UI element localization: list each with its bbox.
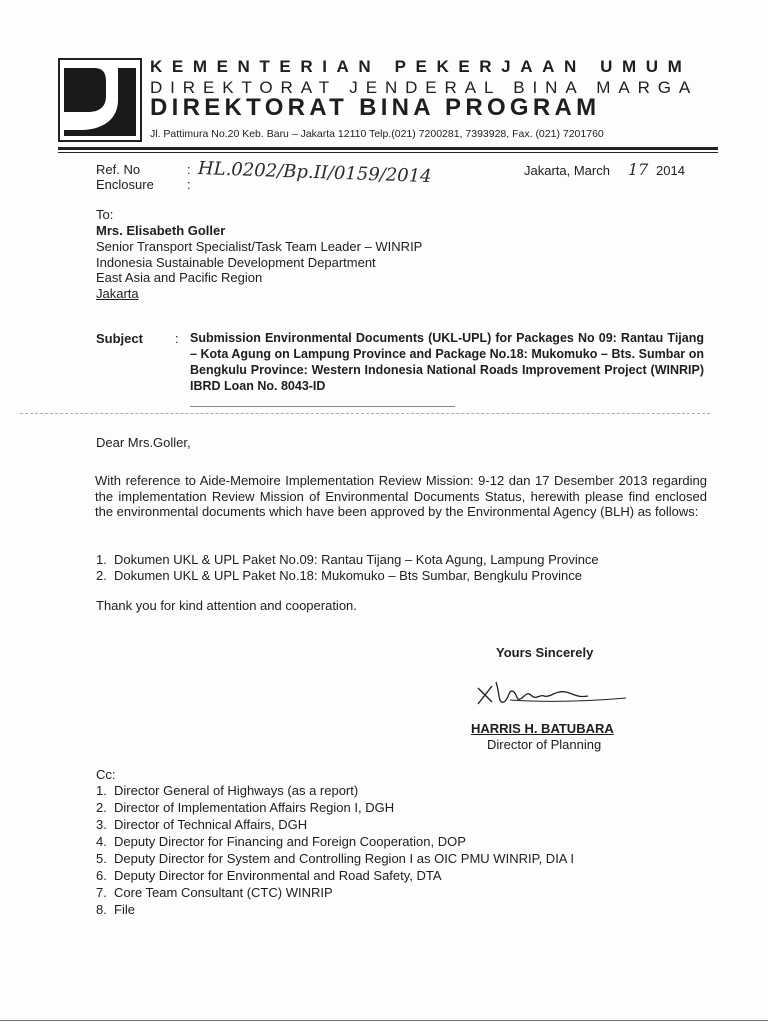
list-item: 7. Core Team Consultant (CTC) WINRIP <box>96 885 333 900</box>
list-item: 5. Deputy Director for System and Controlling Region I as OIC PMU WINRIP, DIA I <box>96 851 574 866</box>
list-item: 2. Director of Implementation Affairs Region I, DGH <box>96 800 395 815</box>
subject-underline <box>190 406 455 407</box>
ref-label: Ref. No <box>96 162 141 177</box>
list-item: 8. File <box>96 902 135 917</box>
letterhead-rule-thick <box>58 147 718 150</box>
date-year: 2014 <box>656 163 685 178</box>
ref-colon: : <box>187 162 191 177</box>
letterhead-ministry: KEMENTERIAN PEKERJAAN UMUM <box>150 57 692 76</box>
to-label: To: <box>96 207 114 222</box>
enclosure-colon: : <box>187 177 191 192</box>
salutation: Dear Mrs.Goller, <box>96 435 191 450</box>
list-item: 6. Deputy Director for Environmental and Road Safety, DTA <box>96 868 442 883</box>
date-day-handwritten: 17 <box>628 160 649 179</box>
thanks-line: Thank you for kind attention and cooperation. <box>96 598 357 613</box>
letterhead-directorate: DIREKTORAT BINA PROGRAM <box>150 94 601 121</box>
cc-list <box>96 782 574 918</box>
letterhead-rule-thin <box>58 152 718 153</box>
body-paragraph: With reference to Aide-Memoire Implementation Review Mission: 9-12 dan 17 Desember 2013 regarding the implementation Review Mission of Environmental Documents Status, herewith please find enclosed the environmental documents which have been approved by the Environmental Agency (BLH) as follows: <box>95 473 707 519</box>
subject-label: Subject <box>96 331 143 346</box>
valediction: Yours Sincerely <box>496 645 594 660</box>
recipient-region: East Asia and Pacific Region <box>96 270 263 285</box>
scan-fold-line <box>20 413 710 414</box>
signer-title: Director of Planning <box>487 737 602 752</box>
list-item: 1. Dokumen UKL & UPL Paket No.09: Rantau Tijang – Kota Agung, Lampung Province <box>96 552 599 567</box>
letterhead-address: Jl. Pattimura No.20 Keb. Baru – Jakarta 12110 Telp.(021) 7200281, 7393928, Fax. (021) 7201760 <box>150 128 604 140</box>
ministry-logo <box>58 58 142 142</box>
list-item: 3. Director of Technical Affairs, DGH <box>96 817 308 832</box>
date-prefix: Jakarta, March <box>524 163 610 178</box>
subject-text: Submission Environmental Documents (UKL-UPL) for Packages No 09: Rantau Tijang – Kota Agung on Lampung Province and Package No.18: Mukomuko – Bts. Sumbar on Bengkulu Province: Western Indonesia National Roads Improvement Project (WINRIP) IBRD Loan No. 8043-ID <box>190 331 704 393</box>
list-item: 2. Dokumen UKL & UPL Paket No.18: Mukomuko – Bts Sumbar, Bengkulu Province <box>96 568 582 583</box>
recipient-city: Jakarta <box>96 286 139 301</box>
letterhead-directorate-general: DIREKTORAT JENDERAL BINA MARGA <box>150 78 699 97</box>
recipient-name: Mrs. Elisabeth Goller <box>96 223 226 238</box>
enclosed-documents-list <box>96 552 599 584</box>
scan-bottom-edge <box>0 1020 768 1021</box>
list-item: 4. Deputy Director for Financing and Foreign Cooperation, DOP <box>96 834 466 849</box>
ministry-logo-icon <box>60 60 140 140</box>
signature-icon <box>470 668 630 712</box>
ref-number-handwritten: HL.0202/Bp.II/0159/2014 <box>197 158 432 188</box>
list-item: 1. Director General of Highways (as a report) <box>96 783 359 798</box>
enclosure-label: Enclosure <box>96 177 154 192</box>
recipient-department: Indonesia Sustainable Development Department <box>96 255 376 270</box>
signer-name: HARRIS H. BATUBARA <box>471 721 614 736</box>
subject-colon: : <box>175 331 179 346</box>
recipient-title: Senior Transport Specialist/Task Team Leader – WINRIP <box>96 239 423 254</box>
cc-label: Cc: <box>96 767 116 782</box>
